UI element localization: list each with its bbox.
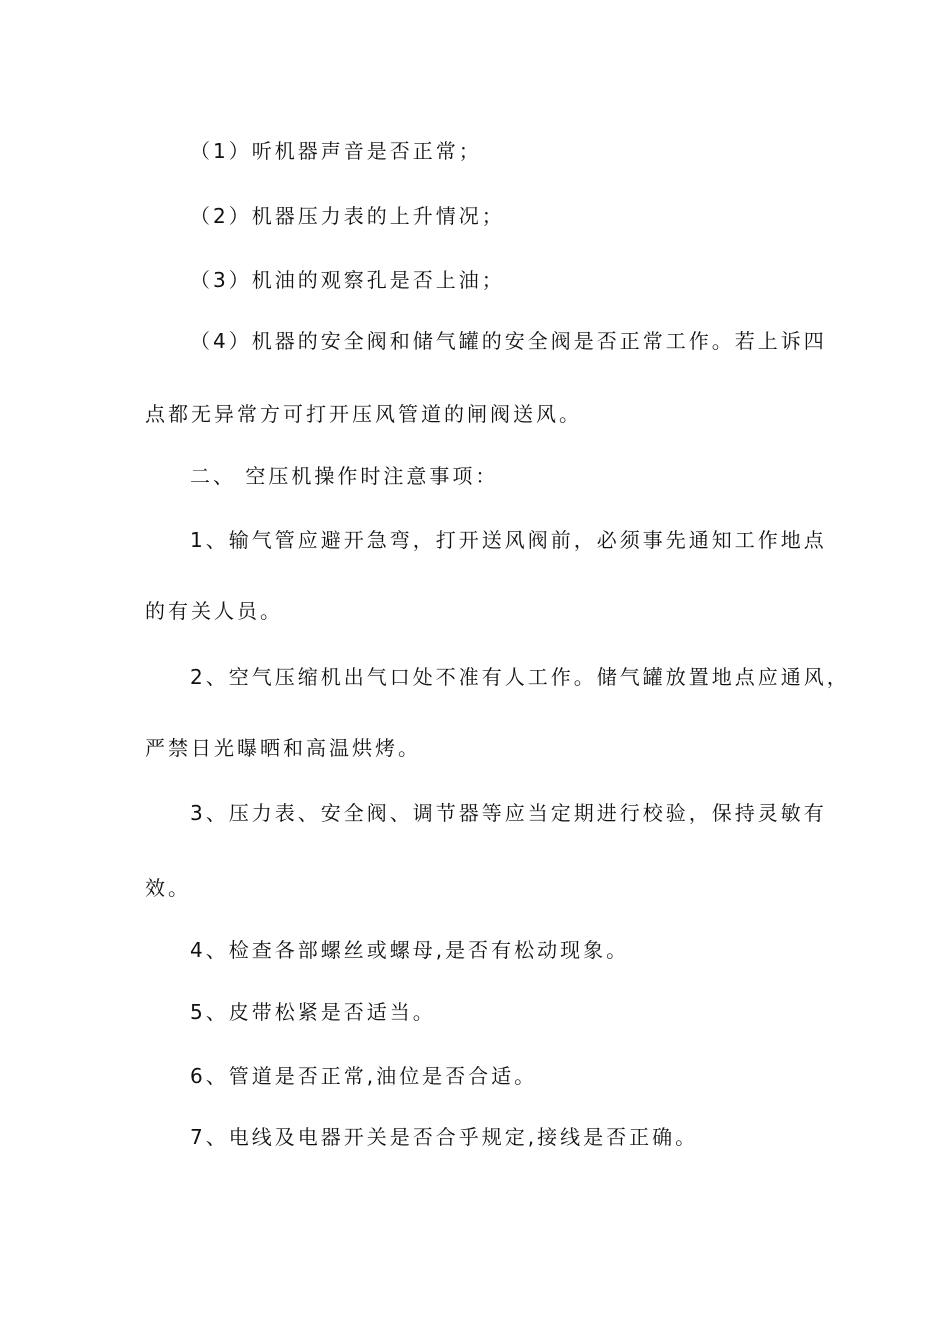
note-line-6: 6、管道是否正常,油位是否合适。 — [190, 1064, 538, 1088]
item-line-4-cont: 点都无异常方可打开压风管道的闸阀送风。 — [145, 402, 582, 426]
note-line-3: 3、压力表、安全阀、调节器等应当定期进行校验，保持灵敏有 — [190, 801, 827, 825]
item-line-1: （1）听机器声音是否正常； — [190, 139, 482, 163]
item-line-3: （3）机油的观察孔是否上油； — [190, 268, 505, 292]
note-line-1-cont: 的有关人员。 — [145, 599, 283, 623]
item-line-2: （2）机器压力表的上升情况； — [190, 204, 505, 228]
note-line-2-cont: 严禁日光曝晒和高温烘烤。 — [145, 736, 421, 760]
note-line-5: 5、皮带松紧是否适当。 — [190, 1000, 436, 1024]
note-line-4: 4、检查各部螺丝或螺母,是否有松动现象。 — [190, 938, 630, 962]
section-heading: 二、 空压机操作时注意事项： — [190, 464, 499, 488]
item-line-4: （4）机器的安全阀和储气罐的安全阀是否正常工作。若上诉四 — [190, 329, 827, 353]
note-line-2: 2、空气压缩机出气口处不准有人工作。储气罐放置地点应通风， — [190, 665, 850, 689]
note-line-7: 7、电线及电器开关是否合乎规定,接线是否正确。 — [190, 1125, 699, 1149]
note-line-1: 1、输气管应避开急弯，打开送风阀前，必须事先通知工作地点 — [190, 528, 827, 552]
note-line-3-cont: 效。 — [145, 876, 191, 900]
